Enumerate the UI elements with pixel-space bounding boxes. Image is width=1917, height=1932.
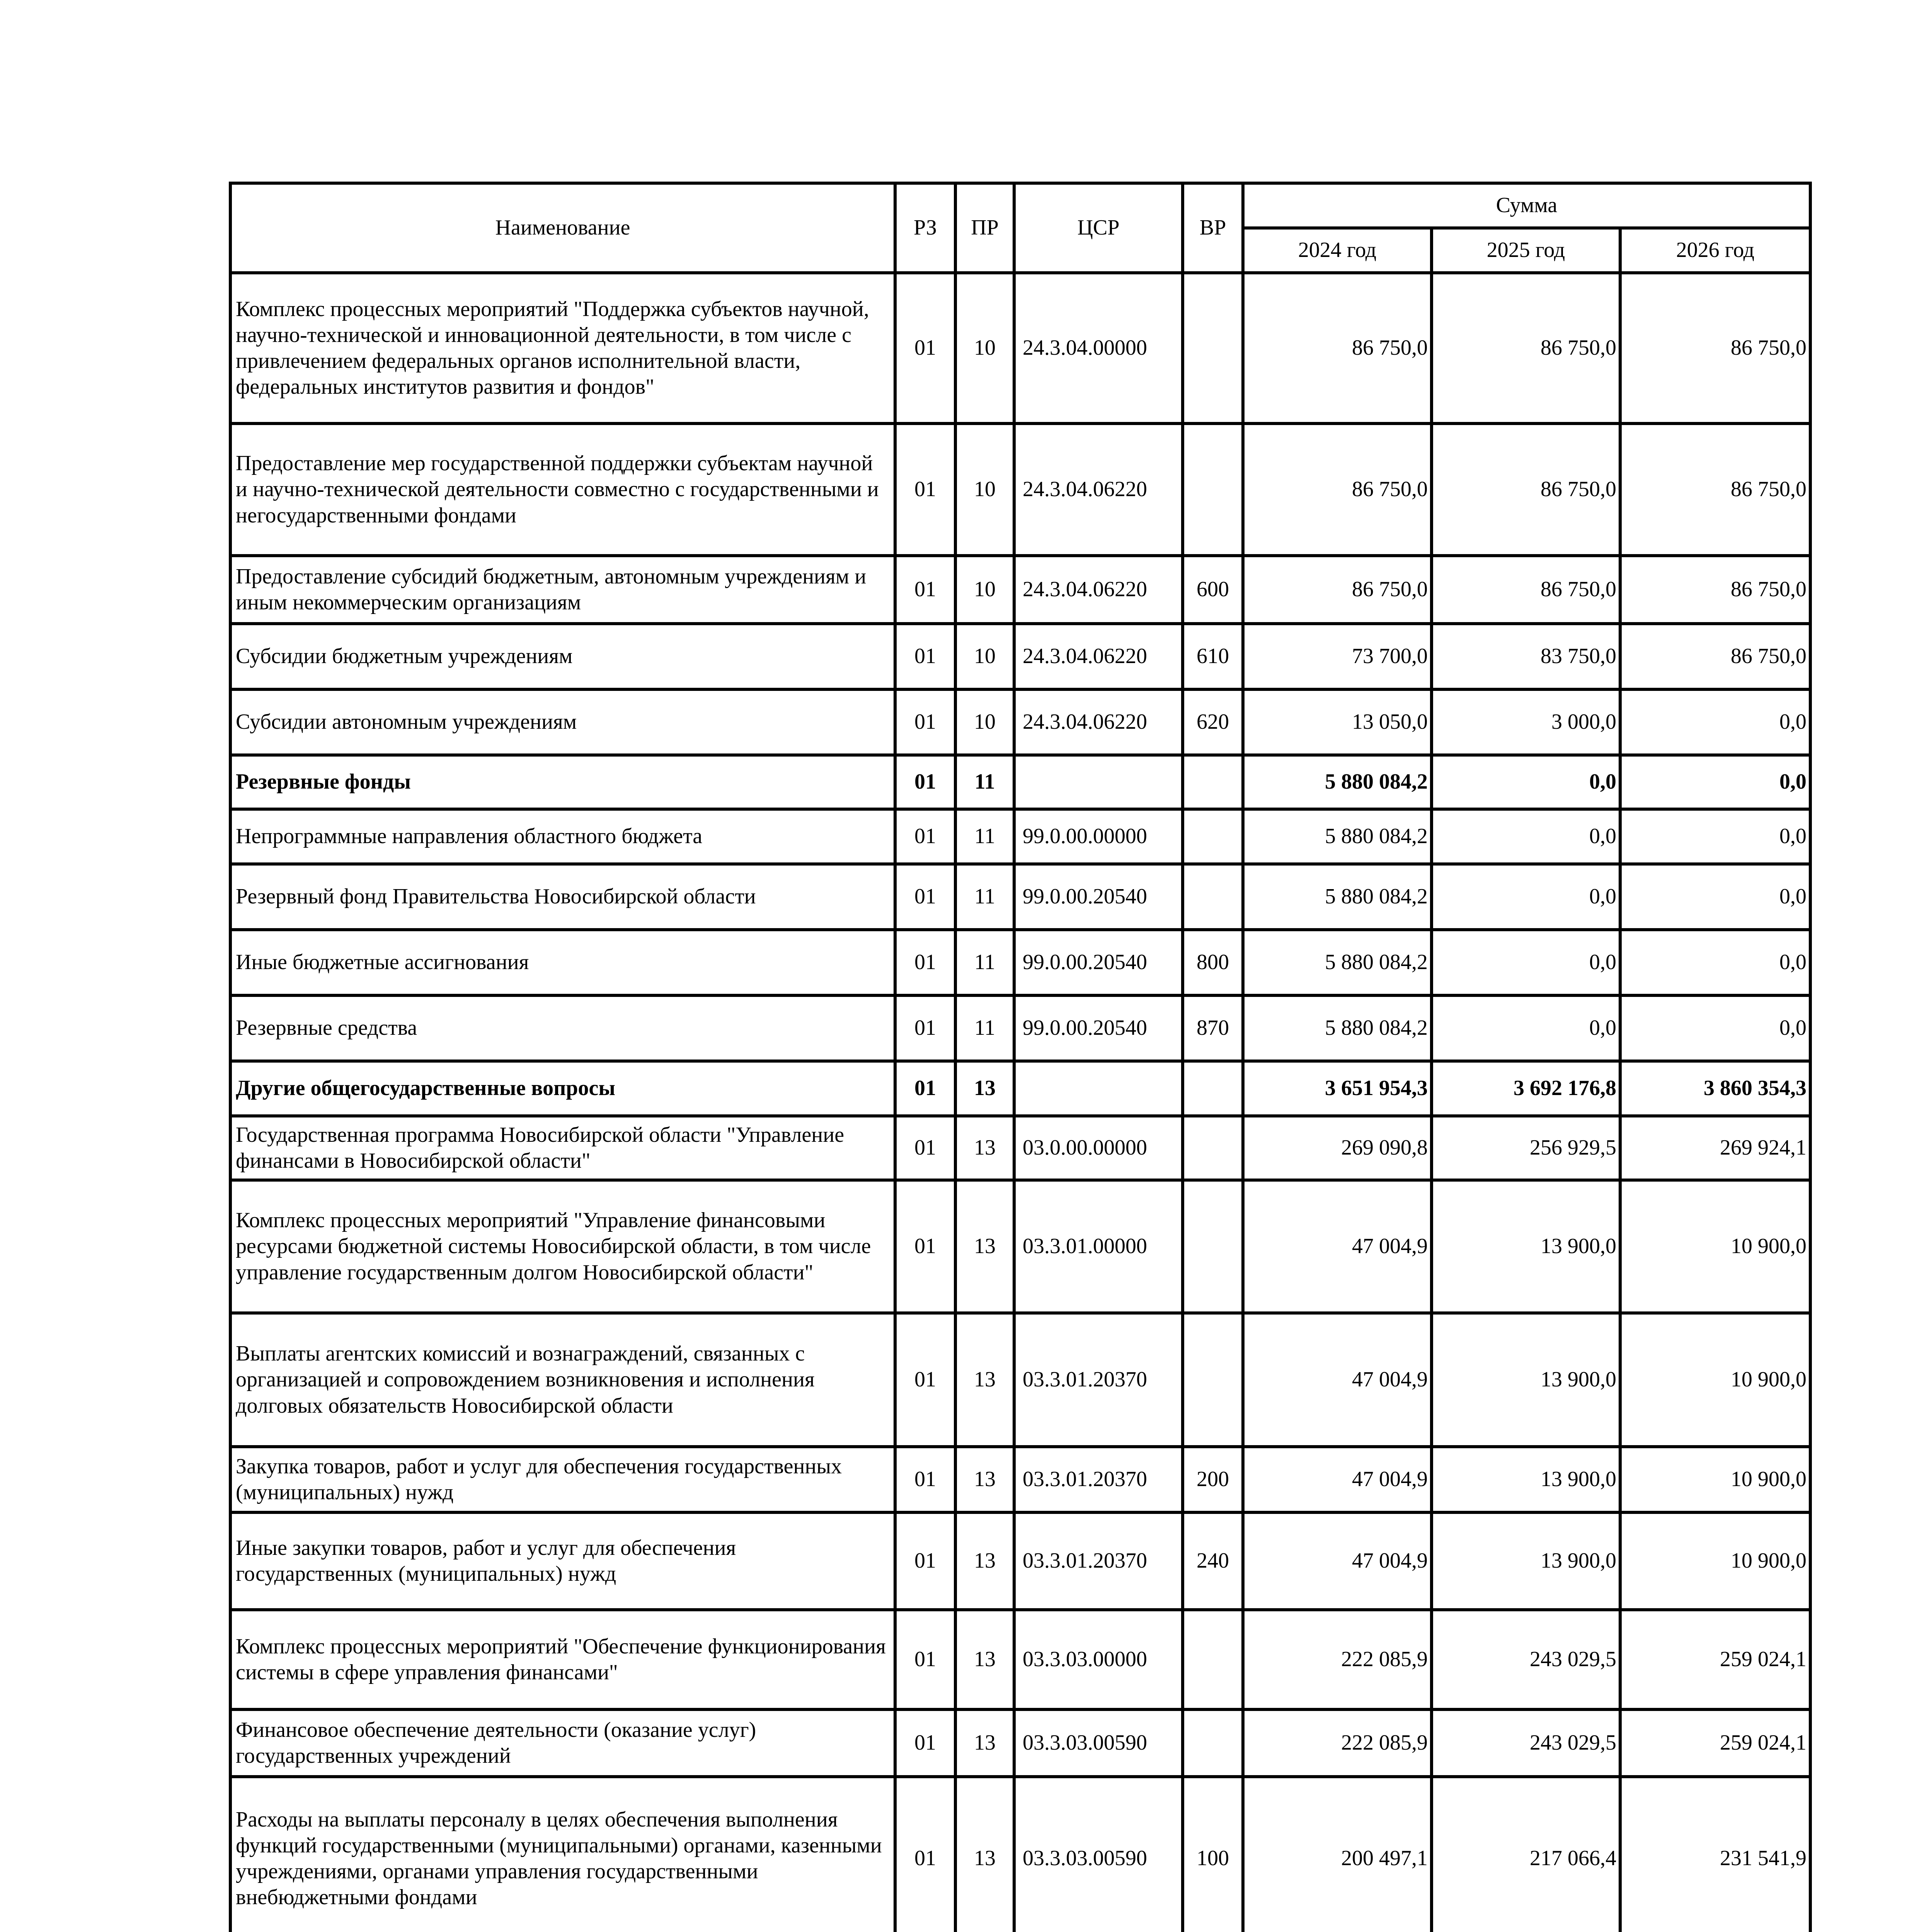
cell-csr: 24.3.04.06220 <box>1014 423 1183 556</box>
cell-pr: 13 <box>955 1512 1014 1610</box>
cell-csr: 03.3.01.20370 <box>1014 1512 1183 1610</box>
cell-rz: 01 <box>895 1447 955 1512</box>
cell-name: Предоставление мер государственной поддержки субъектам научной и научно-технической деятельности совместно с государственными и негосударственными фондами <box>230 423 895 556</box>
table-row <box>230 930 1810 995</box>
cell-vr <box>1183 423 1243 556</box>
cell-pr: 11 <box>955 930 1014 995</box>
cell-2026: 3 860 354,3 <box>1620 1061 1810 1116</box>
cell-pr: 11 <box>955 809 1014 864</box>
header-year-2025: 2025 год <box>1432 228 1620 273</box>
cell-pr: 11 <box>955 864 1014 930</box>
table-row <box>230 995 1810 1061</box>
cell-vr <box>1183 755 1243 809</box>
cell-name: Комплекс процессных мероприятий "Управление финансовыми ресурсами бюджетной системы Новосибирской области, в том числе управление государственным долгом Новосибирской области" <box>230 1180 895 1313</box>
cell-name: Комплекс процессных мероприятий "Поддержка субъектов научной, научно-технической и инновационной деятельности, в том числе с привлечением федеральных органов исполнительной власти, федеральных институтов развития и фондов" <box>230 273 895 423</box>
cell-pr: 10 <box>955 273 1014 423</box>
cell-name: Расходы на выплаты персоналу в целях обеспечения выполнения функций государственными (муниципальными) органами, казенными учреждениями, органами управления государственными внебюджетными фондами <box>230 1777 895 1932</box>
cell-csr: 03.3.01.00000 <box>1014 1180 1183 1313</box>
cell-rz: 01 <box>895 689 955 755</box>
cell-2025: 83 750,0 <box>1432 624 1620 689</box>
cell-2026: 0,0 <box>1620 809 1810 864</box>
cell-2025: 0,0 <box>1432 864 1620 930</box>
table-row <box>230 1709 1810 1777</box>
cell-vr <box>1183 1610 1243 1709</box>
cell-csr: 03.3.03.00590 <box>1014 1709 1183 1777</box>
cell-vr <box>1183 1116 1243 1180</box>
cell-pr: 13 <box>955 1313 1014 1447</box>
cell-vr: 620 <box>1183 689 1243 755</box>
cell-name: Финансовое обеспечение деятельности (оказание услуг) государственных учреждений <box>230 1709 895 1777</box>
cell-name: Выплаты агентских комиссий и вознаграждений, связанных с организацией и сопровождением возникновения и исполнения долговых обязательств Новосибирской области <box>230 1313 895 1447</box>
cell-2026: 86 750,0 <box>1620 556 1810 624</box>
header-row <box>230 183 1810 228</box>
cell-2024: 47 004,9 <box>1243 1180 1432 1313</box>
header-pr: ПР <box>955 183 1014 273</box>
header-name: Наименование <box>230 183 895 273</box>
cell-2024: 86 750,0 <box>1243 556 1432 624</box>
cell-2026: 86 750,0 <box>1620 423 1810 556</box>
table-row <box>230 689 1810 755</box>
cell-vr <box>1183 864 1243 930</box>
cell-csr <box>1014 755 1183 809</box>
cell-2024: 5 880 084,2 <box>1243 809 1432 864</box>
cell-2024: 47 004,9 <box>1243 1313 1432 1447</box>
cell-vr: 870 <box>1183 995 1243 1061</box>
cell-rz: 01 <box>895 1777 955 1932</box>
cell-2026: 86 750,0 <box>1620 624 1810 689</box>
cell-csr: 24.3.04.06220 <box>1014 689 1183 755</box>
cell-2025: 0,0 <box>1432 755 1620 809</box>
table-row <box>230 1777 1810 1932</box>
table-row <box>230 1447 1810 1512</box>
cell-2024: 47 004,9 <box>1243 1512 1432 1610</box>
cell-vr: 240 <box>1183 1512 1243 1610</box>
header-year-2026: 2026 год <box>1620 228 1810 273</box>
table-row <box>230 624 1810 689</box>
cell-rz: 01 <box>895 864 955 930</box>
cell-2025: 0,0 <box>1432 930 1620 995</box>
cell-name: Резервный фонд Правительства Новосибирской области <box>230 864 895 930</box>
cell-2024: 86 750,0 <box>1243 273 1432 423</box>
cell-name: Непрограммные направления областного бюджета <box>230 809 895 864</box>
cell-2024: 5 880 084,2 <box>1243 995 1432 1061</box>
cell-name: Закупка товаров, работ и услуг для обеспечения государственных (муниципальных) нужд <box>230 1447 895 1512</box>
cell-2025: 86 750,0 <box>1432 423 1620 556</box>
cell-2026: 0,0 <box>1620 755 1810 809</box>
cell-pr: 10 <box>955 689 1014 755</box>
table-body <box>230 273 1810 1932</box>
cell-2024: 5 880 084,2 <box>1243 864 1432 930</box>
cell-pr: 10 <box>955 624 1014 689</box>
cell-2026: 0,0 <box>1620 689 1810 755</box>
cell-rz: 01 <box>895 995 955 1061</box>
cell-vr <box>1183 1180 1243 1313</box>
cell-rz: 01 <box>895 624 955 689</box>
cell-pr: 10 <box>955 556 1014 624</box>
cell-2026: 86 750,0 <box>1620 273 1810 423</box>
table-row <box>230 423 1810 556</box>
budget-table <box>229 182 1812 1932</box>
cell-vr: 200 <box>1183 1447 1243 1512</box>
cell-2025: 86 750,0 <box>1432 556 1620 624</box>
table-row <box>230 1610 1810 1709</box>
table-row <box>230 273 1810 423</box>
table-row <box>230 556 1810 624</box>
cell-2025: 3 000,0 <box>1432 689 1620 755</box>
cell-csr: 99.0.00.00000 <box>1014 809 1183 864</box>
cell-2024: 73 700,0 <box>1243 624 1432 689</box>
cell-name: Комплекс процессных мероприятий "Обеспечение функционирования системы в сфере управления финансами" <box>230 1610 895 1709</box>
cell-2025: 13 900,0 <box>1432 1512 1620 1610</box>
cell-name: Резервные средства <box>230 995 895 1061</box>
cell-2024: 5 880 084,2 <box>1243 755 1432 809</box>
cell-2025: 3 692 176,8 <box>1432 1061 1620 1116</box>
table-row <box>230 864 1810 930</box>
cell-pr: 13 <box>955 1447 1014 1512</box>
cell-rz: 01 <box>895 1116 955 1180</box>
cell-name: Предоставление субсидий бюджетным, автономным учреждениям и иным некоммерческим организациям <box>230 556 895 624</box>
cell-2026: 10 900,0 <box>1620 1180 1810 1313</box>
cell-2025: 0,0 <box>1432 995 1620 1061</box>
cell-pr: 13 <box>955 1777 1014 1932</box>
cell-2026: 10 900,0 <box>1620 1512 1810 1610</box>
cell-pr: 13 <box>955 1610 1014 1709</box>
cell-vr <box>1183 273 1243 423</box>
table-row <box>230 1313 1810 1447</box>
cell-2024: 5 880 084,2 <box>1243 930 1432 995</box>
cell-rz: 01 <box>895 273 955 423</box>
cell-rz: 01 <box>895 930 955 995</box>
cell-2026: 10 900,0 <box>1620 1447 1810 1512</box>
cell-rz: 01 <box>895 755 955 809</box>
cell-2024: 222 085,9 <box>1243 1709 1432 1777</box>
cell-2025: 13 900,0 <box>1432 1447 1620 1512</box>
cell-csr: 24.3.04.06220 <box>1014 624 1183 689</box>
cell-2024: 86 750,0 <box>1243 423 1432 556</box>
cell-vr <box>1183 1709 1243 1777</box>
cell-2026: 259 024,1 <box>1620 1709 1810 1777</box>
cell-vr: 100 <box>1183 1777 1243 1932</box>
cell-name: Субсидии автономным учреждениям <box>230 689 895 755</box>
cell-pr: 11 <box>955 995 1014 1061</box>
cell-2026: 259 024,1 <box>1620 1610 1810 1709</box>
cell-csr: 99.0.00.20540 <box>1014 864 1183 930</box>
table-row <box>230 1180 1810 1313</box>
cell-vr <box>1183 1313 1243 1447</box>
table-row <box>230 1512 1810 1610</box>
table-row <box>230 1061 1810 1116</box>
cell-csr: 99.0.00.20540 <box>1014 995 1183 1061</box>
cell-pr: 10 <box>955 423 1014 556</box>
cell-csr: 03.3.01.20370 <box>1014 1447 1183 1512</box>
header-csr: ЦСР <box>1014 183 1183 273</box>
table-row <box>230 755 1810 809</box>
table-row <box>230 1116 1810 1180</box>
cell-vr: 610 <box>1183 624 1243 689</box>
cell-2025: 13 900,0 <box>1432 1180 1620 1313</box>
cell-2026: 231 541,9 <box>1620 1777 1810 1932</box>
cell-2025: 0,0 <box>1432 809 1620 864</box>
cell-name: Субсидии бюджетным учреждениям <box>230 624 895 689</box>
cell-pr: 13 <box>955 1709 1014 1777</box>
cell-2026: 0,0 <box>1620 930 1810 995</box>
cell-vr: 600 <box>1183 556 1243 624</box>
cell-name: Резервные фонды <box>230 755 895 809</box>
cell-rz: 01 <box>895 1313 955 1447</box>
cell-2026: 10 900,0 <box>1620 1313 1810 1447</box>
cell-csr: 24.3.04.00000 <box>1014 273 1183 423</box>
cell-rz: 01 <box>895 1180 955 1313</box>
cell-csr: 03.3.03.00000 <box>1014 1610 1183 1709</box>
cell-rz: 01 <box>895 1512 955 1610</box>
header-vr: ВР <box>1183 183 1243 273</box>
cell-2024: 3 651 954,3 <box>1243 1061 1432 1116</box>
cell-2025: 243 029,5 <box>1432 1709 1620 1777</box>
cell-csr: 03.3.01.20370 <box>1014 1313 1183 1447</box>
cell-2026: 269 924,1 <box>1620 1116 1810 1180</box>
cell-2024: 200 497,1 <box>1243 1777 1432 1932</box>
cell-name: Иные бюджетные ассигнования <box>230 930 895 995</box>
cell-pr: 13 <box>955 1061 1014 1116</box>
cell-2024: 269 090,8 <box>1243 1116 1432 1180</box>
cell-csr: 03.3.03.00590 <box>1014 1777 1183 1932</box>
cell-2025: 243 029,5 <box>1432 1610 1620 1709</box>
cell-2025: 217 066,4 <box>1432 1777 1620 1932</box>
table-row <box>230 809 1810 864</box>
cell-2026: 0,0 <box>1620 864 1810 930</box>
cell-2026: 0,0 <box>1620 995 1810 1061</box>
cell-vr <box>1183 1061 1243 1116</box>
cell-2025: 256 929,5 <box>1432 1116 1620 1180</box>
cell-vr <box>1183 809 1243 864</box>
cell-rz: 01 <box>895 1709 955 1777</box>
cell-rz: 01 <box>895 1610 955 1709</box>
cell-csr: 03.0.00.00000 <box>1014 1116 1183 1180</box>
cell-rz: 01 <box>895 1061 955 1116</box>
cell-2025: 13 900,0 <box>1432 1313 1620 1447</box>
cell-2025: 86 750,0 <box>1432 273 1620 423</box>
cell-vr: 800 <box>1183 930 1243 995</box>
cell-csr <box>1014 1061 1183 1116</box>
cell-name: Иные закупки товаров, работ и услуг для обеспечения государственных (муниципальных) нужд <box>230 1512 895 1610</box>
header-year-2024: 2024 год <box>1243 228 1432 273</box>
cell-2024: 13 050,0 <box>1243 689 1432 755</box>
cell-rz: 01 <box>895 556 955 624</box>
header-rz: РЗ <box>895 183 955 273</box>
cell-csr: 99.0.00.20540 <box>1014 930 1183 995</box>
cell-pr: 11 <box>955 755 1014 809</box>
cell-2024: 222 085,9 <box>1243 1610 1432 1709</box>
cell-name: Другие общегосударственные вопросы <box>230 1061 895 1116</box>
cell-csr: 24.3.04.06220 <box>1014 556 1183 624</box>
cell-pr: 13 <box>955 1180 1014 1313</box>
cell-pr: 13 <box>955 1116 1014 1180</box>
cell-2024: 47 004,9 <box>1243 1447 1432 1512</box>
cell-rz: 01 <box>895 809 955 864</box>
cell-name: Государственная программа Новосибирской области "Управление финансами в Новосибирской области" <box>230 1116 895 1180</box>
cell-rz: 01 <box>895 423 955 556</box>
header-sum: Сумма <box>1243 183 1810 228</box>
